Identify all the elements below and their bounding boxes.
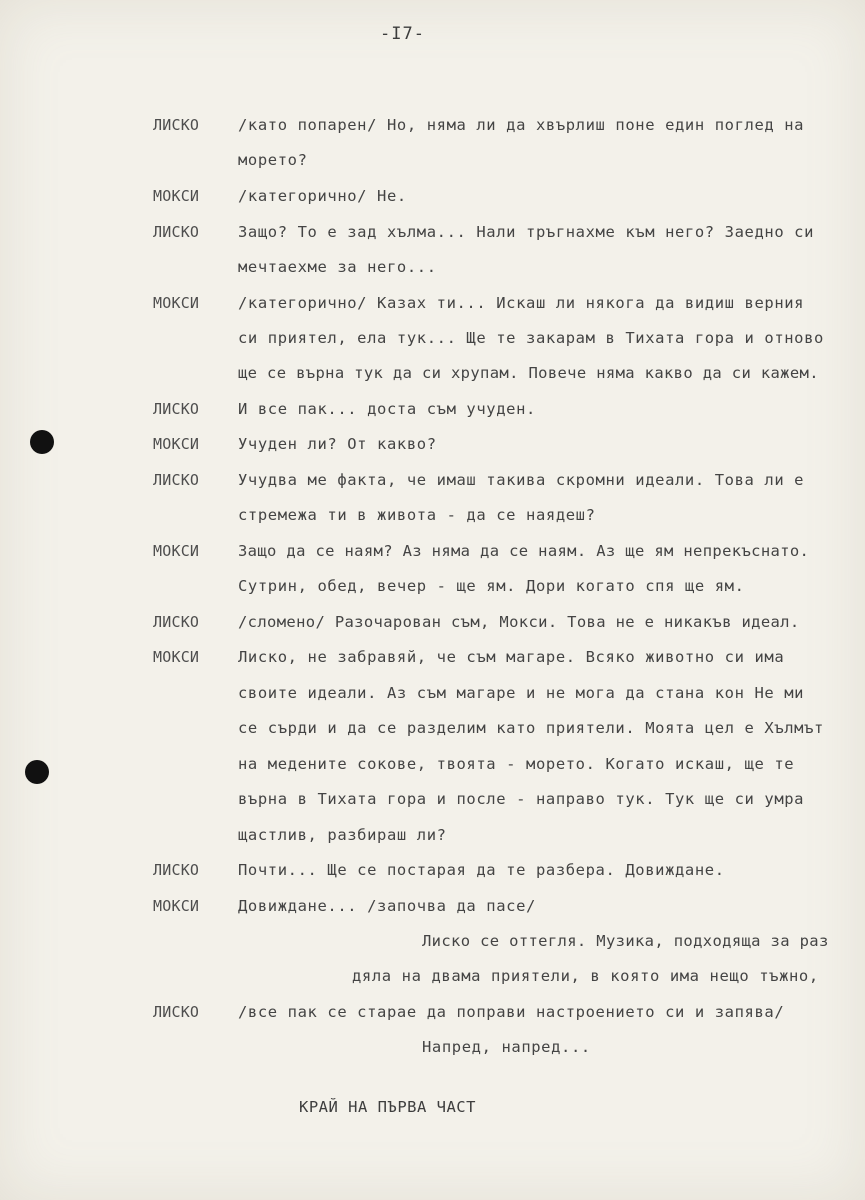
dialogue-line: И все пак... доста съм учуден. [238,400,536,418]
speaker-name: ЛИСКО [153,116,200,134]
binder-hole-bottom [25,760,49,784]
dialogue-line: Учудва ме факта, че имаш такива скромни идеали. Това ли е [238,471,805,489]
speaker-name: МОКСИ [153,542,200,560]
speaker-name: ЛИСКО [153,223,200,241]
part-ending-heading: КРАЙ НА ПЪРВА ЧАСТ [299,1098,476,1116]
dialogue-line: върна в Тихата гора и после - направо тук. Тук ще си умра [238,790,805,808]
dialogue-line: /категорично/ Казах ти... Искаш ли някога да видиш верния [238,294,805,312]
dialogue-line: своите идеали. Аз съм магаре и не мога да стана кон Не ми [238,684,805,702]
dialogue-line: /категорично/ Не. [238,187,407,205]
page-number: -I7- [380,24,425,44]
stage-direction: /все пак се старае да поправи настроението си и запява/ [238,1003,785,1021]
dialogue-line: морето? [238,151,308,169]
dialogue-line: Довиждане... /започва да пасе/ [238,897,536,915]
speaker-name: ЛИСКО [153,861,200,879]
dialogue-line: стремежа ти в живота - да се наядеш? [238,506,596,524]
stage-direction: дяла на двама приятели, в която има нещо тъжно, [352,967,819,985]
speaker-name: МОКСИ [153,187,200,205]
dialogue-line: си приятел, ела тук... Ще те закарам в Тихата гора и отново [238,329,824,347]
dialogue-line: щастлив, разбираш ли? [238,826,447,844]
dialogue-line: Сутрин, обед, вечер - ще ям. Дори когато спя ще ям. [238,577,745,595]
stage-direction: Лиско се оттегля. Музика, подходяща за раз [422,932,829,950]
dialogue-line: мечтаехме за него... [238,258,437,276]
speaker-name: МОКСИ [153,435,200,453]
speaker-name: ЛИСКО [153,1003,200,1021]
dialogue-line: Защо да се наям? Аз няма да се наям. Аз ще ям непрекъснато. [238,542,810,560]
speaker-name: МОКСИ [153,897,200,915]
dialogue-line: Учуден ли? От какво? [238,435,437,453]
speaker-name: ЛИСКО [153,613,200,631]
dialogue-line: /сломено/ Разочарован съм, Мокси. Това не е никакъв идеал. [238,613,800,631]
speaker-name: МОКСИ [153,294,200,312]
dialogue-line: Лиско, не забравяй, че съм магаре. Всяко животно си има [238,648,785,666]
song-line: Напред, напред... [422,1038,591,1056]
speaker-name: МОКСИ [153,648,200,666]
binder-hole-top [30,430,54,454]
dialogue-line: /като попарен/ Но, няма ли да хвърлиш поне един поглед на [238,116,805,134]
dialogue-line: Защо? То е зад хълма... Нали тръгнахме към него? Заедно си [238,223,815,241]
speaker-name: ЛИСКО [153,400,200,418]
dialogue-line: ще се върна тук да си хрупам. Повече няма какво да си кажем. [238,364,819,382]
dialogue-line: Почти... Ще се постарая да те разбера. Довиждане. [238,861,725,879]
speaker-name: ЛИСКО [153,471,200,489]
dialogue-line: се сърди и да се разделим като приятели. Моята цел е Хълмът [238,719,824,737]
dialogue-line: на медените сокове, твоята - морето. Когато искаш, ще те [238,755,795,773]
